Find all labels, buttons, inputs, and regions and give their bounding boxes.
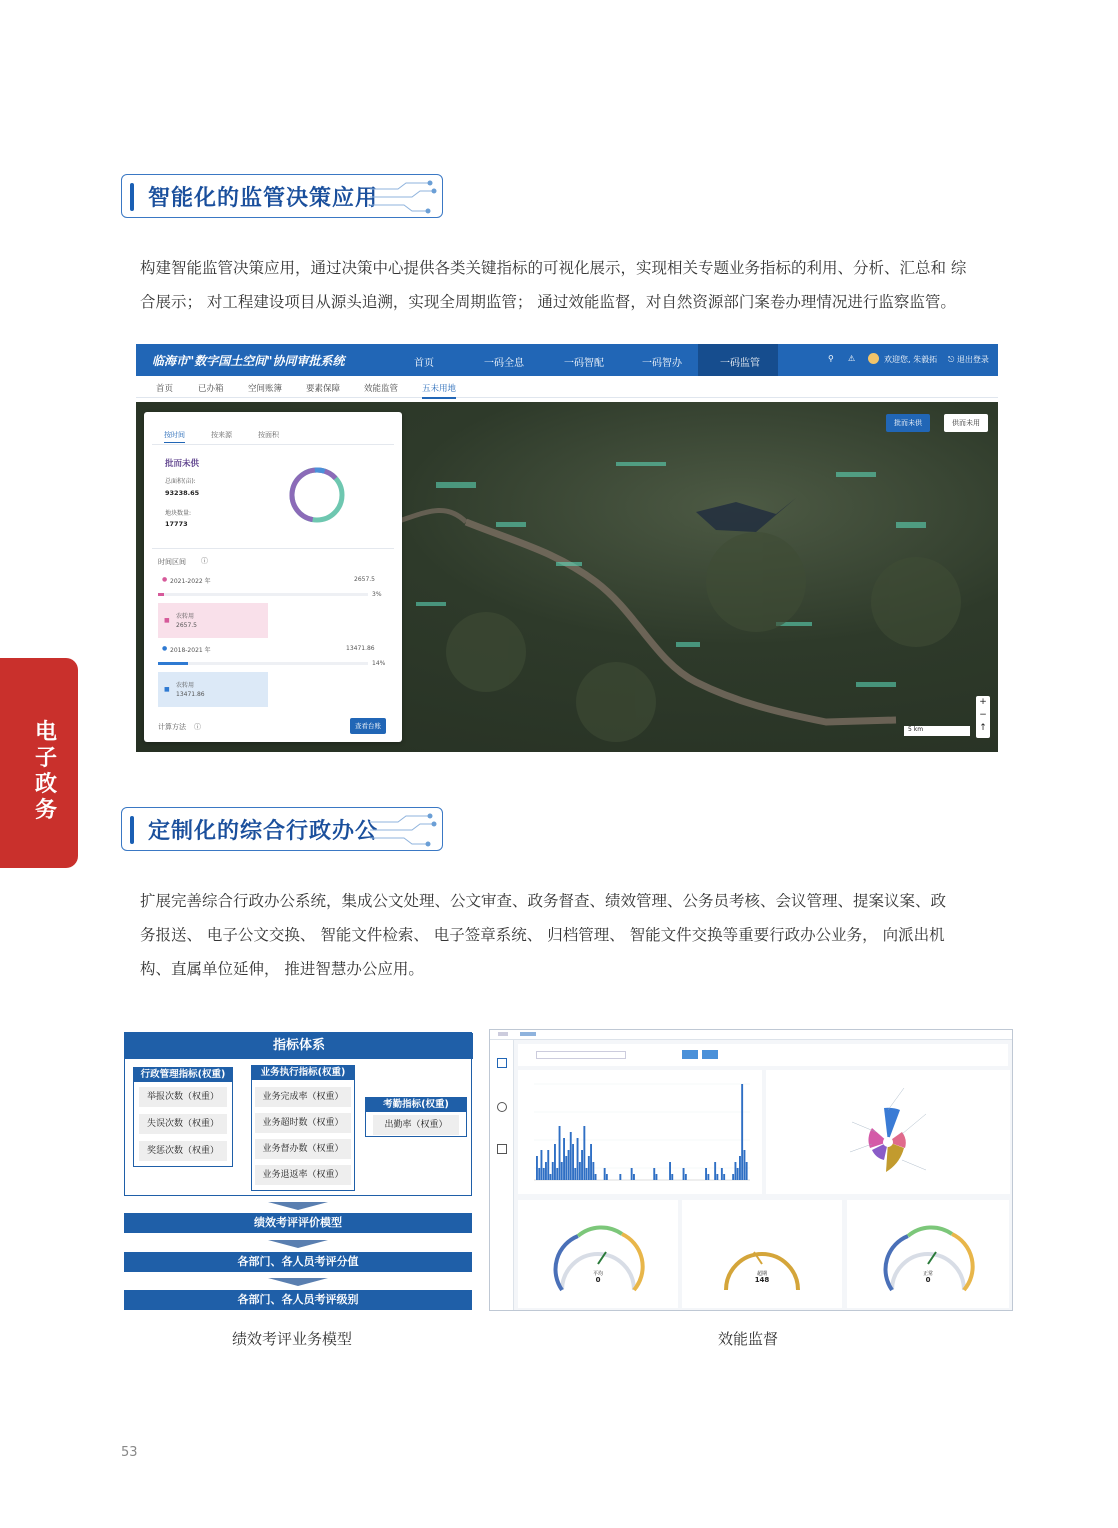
chart-bar (579, 1162, 581, 1180)
chart-bar (732, 1174, 734, 1180)
chart-bar (723, 1174, 725, 1180)
chart-bar (588, 1156, 590, 1180)
chart-bar (592, 1162, 594, 1180)
indicator-item: 失误次数（权重） (139, 1114, 227, 1134)
chart-bar (656, 1174, 658, 1180)
chart-bar (671, 1174, 673, 1180)
row1-pct: 3% (372, 591, 382, 598)
chart-bar (716, 1174, 718, 1180)
chart-bar (574, 1168, 576, 1180)
section1-paragraph (140, 251, 1000, 319)
gauge-panel-overdue (682, 1200, 842, 1308)
chart-bar (565, 1156, 567, 1180)
bar-chart-panel (518, 1070, 762, 1194)
indicator-item: 业务督办数（权重） (255, 1139, 351, 1159)
gauge-avg (518, 1200, 678, 1308)
subnav-space-ledger[interactable]: 空间账簿 (248, 384, 283, 394)
chart-bar (556, 1168, 558, 1180)
chart-bar (685, 1174, 687, 1180)
section-title-text: 智能化的监管决策应用 (148, 186, 379, 211)
count-value: 17773 (165, 520, 188, 528)
chart-bar (568, 1150, 570, 1180)
subnav-five-unused[interactable]: 五未用地 (422, 382, 456, 399)
reset-button[interactable] (702, 1050, 718, 1059)
chart-bar (577, 1138, 579, 1180)
dept-icon[interactable] (497, 1102, 507, 1112)
para-line: 扩展完善综合行政办公系统，集成公文处理、公文审查、政务督查、绩效管理、公务员考核、会议管理、提案议案、政 (140, 892, 947, 910)
chart-bar (586, 1168, 588, 1180)
para-line: 构、直属单位延伸， 推进智慧办公应用。 (140, 960, 424, 978)
row1-value: 2657.5 (354, 576, 375, 583)
map-toggle-unused[interactable]: 供而未用 (944, 414, 988, 432)
chart-bar (653, 1168, 655, 1180)
gauge-value: 0 (595, 1276, 601, 1284)
row2-pct: 14% (372, 660, 386, 667)
monitor-icon[interactable] (497, 1144, 507, 1154)
chart-bar (581, 1150, 583, 1180)
dash-tabs (490, 1030, 1013, 1040)
row2-range: 2018-2021 年 (170, 647, 211, 654)
efficiency-dashboard-screenshot (489, 1029, 1013, 1311)
chart-bar (590, 1144, 592, 1180)
search-icon[interactable]: ⚲ (828, 354, 834, 363)
count-label: 地块数量: (165, 510, 192, 517)
chart-bar (559, 1126, 561, 1180)
bullet-icon: ● (162, 576, 168, 583)
indicator-system-diagram (124, 1032, 474, 1312)
gauge-normal (847, 1200, 1009, 1308)
indicator-item: 出勤率（权重） (373, 1115, 459, 1135)
app-screenshot-land (136, 344, 998, 752)
chart-bar (737, 1168, 739, 1180)
caption-right: 效能监督 (718, 1330, 779, 1348)
chart-bar (683, 1168, 685, 1180)
para-line: 合展示； 对工程建设项目从源头追溯，实现全周期监管； 通过效能监督，对自然资源部门案卷办理情况进行监察监管。 (140, 293, 956, 311)
subnav-factor[interactable]: 要素保障 (306, 384, 341, 394)
indicator-item: 业务超时数（权重） (255, 1113, 351, 1133)
model-band: 绩效考评评价模型 (124, 1213, 472, 1233)
chart-bar (561, 1162, 563, 1180)
circuit-decoration-icon (368, 812, 438, 848)
score-band: 各部门、各人员考评分值 (124, 1252, 472, 1272)
chart-bar (570, 1132, 572, 1180)
chart-bar (705, 1168, 707, 1180)
method-label: 计算方法 (158, 723, 186, 731)
card-label: 农转用 (176, 682, 195, 689)
view-ledger-button[interactable]: 查看台账 (350, 718, 386, 734)
chart-bar (735, 1162, 737, 1180)
area-value: 93238.65 (165, 489, 200, 497)
period-label: 时间区间 (158, 558, 186, 566)
chart-bar (547, 1150, 549, 1180)
bell-icon[interactable]: ⚠ (848, 354, 856, 363)
nav-yima-zhiban[interactable]: 一码智办 (642, 358, 682, 369)
nav-yima-quanxi[interactable]: 一码全息 (484, 358, 524, 369)
nav-yima-jianguan[interactable]: 一码监管 (720, 358, 760, 369)
row2-value: 13471.86 (346, 645, 375, 652)
logout-link[interactable]: ⎋ 退出登录 (948, 355, 989, 364)
chart-bar (583, 1126, 585, 1180)
indicator-item: 举报次数（权重） (139, 1087, 227, 1107)
down-arrow-icon (268, 1278, 328, 1286)
chart-bar (550, 1174, 552, 1180)
gauge-label: 正常 (922, 1271, 933, 1277)
date-range-input[interactable] (536, 1051, 626, 1059)
query-button[interactable] (682, 1050, 698, 1059)
level-band: 各部门、各人员考评级别 (124, 1290, 472, 1310)
chart-bar (741, 1084, 743, 1180)
indicator-frame (124, 1032, 472, 1196)
chart-bar (595, 1174, 597, 1180)
area-label: 总面积(亩): (165, 478, 196, 485)
circuit-decoration-icon (368, 179, 438, 215)
chart-bar (552, 1162, 554, 1180)
chart-bar (554, 1144, 556, 1180)
chart-bar (606, 1174, 608, 1180)
card-value: 2657.5 (176, 622, 197, 629)
gauge-value: 148 (754, 1276, 770, 1284)
row1-progress (158, 593, 164, 596)
subnav-done[interactable]: 已办箱 (198, 384, 224, 394)
sub-navigation (136, 376, 998, 398)
chart-bar (536, 1156, 538, 1180)
user-greeting: 欢迎您, 朱毅拓 (884, 355, 938, 364)
gauge-label: 超期 (756, 1271, 767, 1277)
card-label: 农转用 (176, 613, 195, 620)
tab-by-time[interactable]: 按时间 (164, 430, 185, 443)
tab-by-area[interactable]: 按面积 (258, 431, 279, 439)
para-line: 构建智能监管决策应用，通过决策中心提供各类关键指标的可视化展示，实现相关专题业务指标的利用、分析、汇总和 综 (140, 259, 967, 277)
section-title-2 (121, 807, 443, 851)
info-icon[interactable]: ⓘ (201, 557, 208, 565)
tab-by-source[interactable]: 按来源 (211, 431, 232, 439)
down-arrow-icon (268, 1240, 328, 1248)
row2-card: ■ 农转用 13471.86 (158, 672, 268, 707)
section-title-1 (121, 174, 443, 218)
chart-bar (619, 1174, 621, 1180)
chapter-label: 电子政务 (34, 720, 57, 823)
dash-filter-bar (518, 1044, 1008, 1066)
chart-bar (541, 1150, 543, 1180)
indicator-head: 指标体系 (125, 1033, 473, 1059)
daily-bar-chart (518, 1070, 762, 1194)
stats-panel (144, 412, 402, 742)
chart-bar (714, 1162, 716, 1180)
rose-chart-panel (766, 1070, 1010, 1194)
dash-sidebar (490, 1040, 514, 1311)
gauge-value: 0 (925, 1276, 931, 1284)
rose-chart (766, 1070, 1010, 1194)
map-scale: 5 km (904, 726, 970, 736)
group-title: 业务执行指标(权重) (252, 1066, 354, 1080)
chart-bar (633, 1174, 635, 1180)
chart-bar (604, 1168, 606, 1180)
app-topbar (136, 344, 998, 376)
card-value: 13471.86 (176, 691, 205, 698)
title-accent-bar (130, 816, 134, 844)
chart-bar (721, 1168, 723, 1180)
stats-icon[interactable] (497, 1058, 507, 1068)
app-brand: 临海市"数字国土空间"协同审批系统 (152, 354, 345, 368)
subnav-efficiency[interactable]: 效能监管 (364, 384, 399, 394)
title-accent-bar (130, 183, 134, 211)
section2-paragraph (140, 884, 1000, 986)
section-title-text: 定制化的综合行政办公 (148, 819, 379, 844)
avatar[interactable] (868, 353, 879, 364)
nav-home[interactable]: 首页 (414, 358, 434, 369)
group-title: 行政管理指标(权重) (134, 1068, 232, 1082)
nav-yima-zhipei[interactable]: 一码智配 (564, 358, 604, 369)
chart-bar (707, 1174, 709, 1180)
caption-left: 绩效考评业务模型 (232, 1330, 353, 1348)
row2-progress (158, 662, 188, 665)
chart-bar (739, 1156, 741, 1180)
indicator-item: 奖惩次数（权重） (139, 1141, 227, 1161)
method-info-icon[interactable]: ⓘ (194, 723, 201, 731)
group-title: 考勤指标(权重) (366, 1098, 466, 1112)
page-number: 53 (121, 1445, 138, 1460)
panel-title: 批而未供 (165, 459, 200, 469)
subnav-home[interactable]: 首页 (156, 384, 174, 394)
gauge-overdue (682, 1200, 842, 1308)
donut-chart (286, 464, 348, 526)
bullet-icon: ● (162, 645, 168, 652)
gauge-panel-normal (847, 1200, 1009, 1308)
zoom-control[interactable]: + − ↑ (976, 696, 990, 738)
para-line: 务报送、 电子公文交换、 智能文件检索、 电子签章系统、 归档管理、 智能文件交换等重要行政办公业务， 向派出机 (140, 926, 945, 944)
logout-label: 退出登录 (956, 355, 989, 364)
chart-bar (572, 1144, 574, 1180)
chart-bar (744, 1150, 746, 1180)
chart-bar (746, 1162, 748, 1180)
gauge-label: 平均 (592, 1271, 603, 1277)
chart-bar (631, 1168, 633, 1180)
chart-bar (543, 1168, 545, 1180)
row1-range: 2021-2022 年 (170, 578, 211, 585)
indicator-item: 业务退返率（权重） (255, 1165, 351, 1185)
map-toggle-unsupplied[interactable]: 批而未供 (886, 414, 930, 432)
chart-bar (538, 1168, 540, 1180)
down-arrow-icon (268, 1202, 328, 1210)
chapter-side-tab (0, 658, 78, 868)
chart-bar (545, 1162, 547, 1180)
chart-bar (563, 1138, 565, 1180)
chart-bar (669, 1162, 671, 1180)
row1-card: ■ 农转用 2657.5 (158, 603, 268, 638)
indicator-item: 业务完成率（权重） (255, 1087, 351, 1107)
gauge-panel-avg (518, 1200, 678, 1308)
